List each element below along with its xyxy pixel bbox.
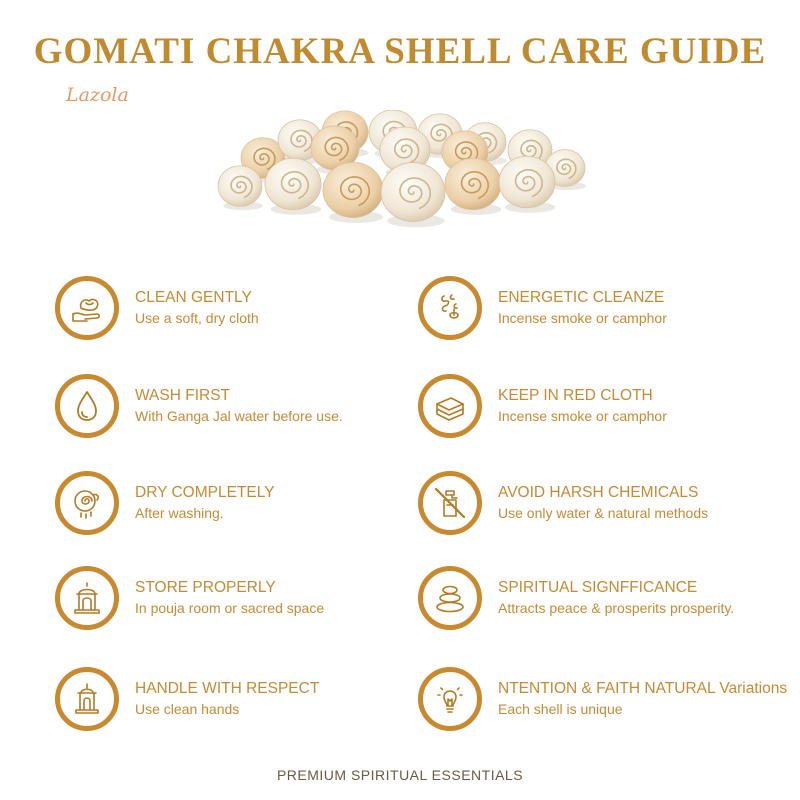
incense-smoke-icon: [418, 276, 482, 340]
item-title: AVOID HARSH CHEMICALS: [498, 484, 699, 501]
item-title: WASH FIRST: [135, 387, 231, 404]
no-chemicals-icon: [418, 471, 482, 535]
item-description: Use only water & natural methods: [498, 505, 709, 521]
item-description: Incense smoke or camphor: [498, 408, 667, 424]
shrine-icon: [55, 667, 119, 731]
item-title: KEEP IN RED CLOTH: [498, 387, 653, 404]
temple-icon: [55, 566, 119, 630]
shell: [218, 166, 263, 210]
item-title: DRY COMPLETELY: [135, 484, 275, 501]
item-description: Use a soft, dry cloth: [135, 310, 259, 326]
stacked-stones-icon: [418, 566, 482, 630]
lightbulb-icon: [418, 667, 482, 731]
care-item-handle-with-respect: [55, 667, 425, 737]
item-title: SPIRITUAL SIGNFFICANCE: [498, 579, 698, 596]
item-title: NTENTION & FAITH NATURAL Variations: [498, 680, 788, 697]
care-item-intention-faith: [418, 667, 788, 737]
shell: [499, 156, 555, 213]
care-item-dry-completely: [55, 471, 425, 541]
item-description: In pouja room or sacred space: [135, 600, 325, 616]
care-item-store-properly: [55, 566, 425, 636]
shell: [323, 162, 383, 223]
item-description: With Ganga Jal water before use.: [135, 408, 343, 424]
item-description: After washing.: [135, 505, 224, 521]
brand-logo: Lazola: [66, 84, 129, 106]
page-title: GOMATI CHAKRA SHELL CARE GUIDE: [33, 31, 767, 72]
item-title: HANDLE WITH RESPECT: [135, 680, 320, 697]
item-description: Incense smoke or camphor: [498, 310, 667, 326]
drying-shell-icon: [55, 471, 119, 535]
shell: [445, 158, 501, 215]
folded-cloth-icon: [418, 374, 482, 438]
item-title: ENERGETIC CLEANZE: [498, 289, 665, 306]
care-item-clean-gently: [55, 276, 425, 346]
cloth-hand-icon: [55, 276, 119, 340]
shell: [265, 158, 321, 215]
footer-tagline: PREMIUM SPIRITUAL ESSENTIALS: [276, 767, 524, 783]
gomati-chakra-shells-image: [205, 110, 600, 235]
care-item-energetic-cleanze: [418, 276, 788, 346]
item-description: Attracts peace & prosperits prosperity.: [498, 600, 735, 616]
item-description: Each shell is unique: [498, 701, 623, 717]
item-title: STORE PROPERLY: [135, 579, 276, 596]
care-item-wash-first: [55, 374, 425, 444]
care-item-spiritual-significance: [418, 566, 788, 636]
care-item-keep-in-red-cloth: [418, 374, 788, 444]
water-drop-icon: [55, 374, 119, 438]
item-title: CLEAN GENTLY: [135, 289, 252, 306]
shell: [381, 163, 445, 228]
care-item-avoid-harsh-chemicals: [418, 471, 788, 541]
item-description: Use clean hands: [135, 701, 240, 717]
